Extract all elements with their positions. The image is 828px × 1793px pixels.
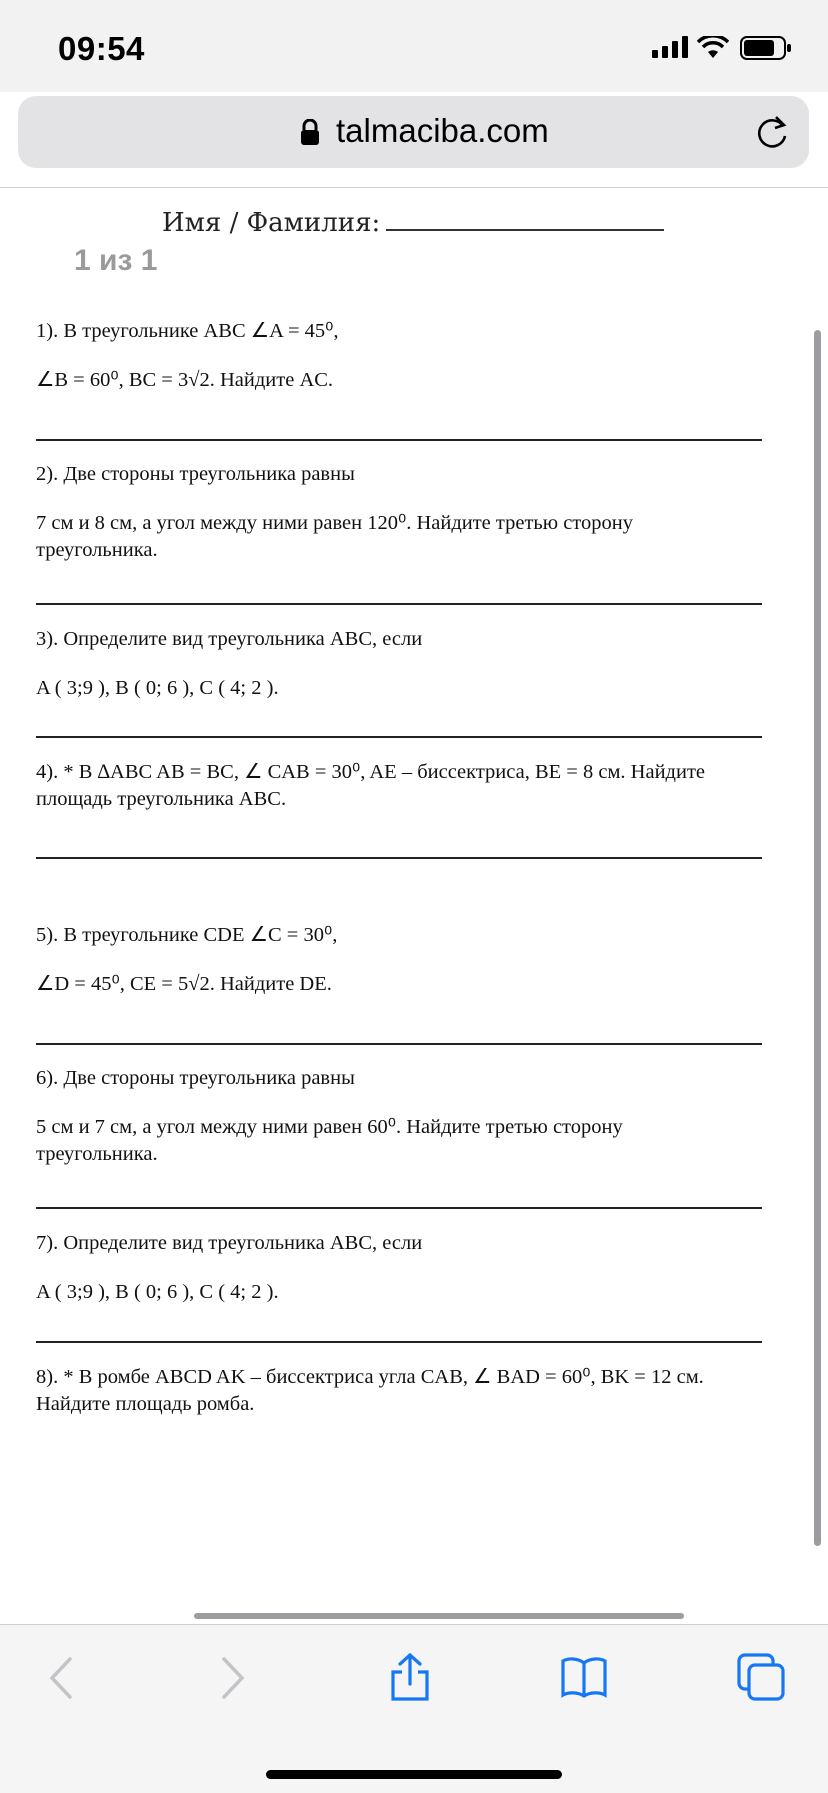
bottom-toolbar: [0, 1624, 828, 1793]
task-7-line1: 7). Определите вид треугольника ABC, если: [36, 1232, 423, 1254]
name-field: [162, 205, 664, 238]
cellular-signal-icon: [652, 36, 690, 58]
task-6: [36, 1065, 676, 1168]
page-counter: 1 из 1: [74, 244, 158, 277]
url-text[interactable]: talmaciba.com: [336, 112, 549, 149]
back-icon[interactable]: [48, 1656, 74, 1700]
task-3-line2: A ( 3;9 ), B ( 0; 6 ), C ( 4; 2 ).: [36, 677, 279, 699]
answer-line: [36, 1341, 762, 1343]
task-1: [36, 318, 776, 394]
forward-icon[interactable]: [220, 1656, 246, 1700]
name-label: Имя / Фамилия:: [162, 208, 381, 238]
task-6-line1: 6). Две стороны треугольника равны: [36, 1067, 355, 1089]
task-7: [36, 1230, 776, 1306]
battery-icon: [740, 36, 792, 60]
web-page[interactable]: [0, 188, 828, 1624]
answer-line: [36, 603, 762, 605]
task-5-line2: ∠D = 45⁰, CE = 5√2. Найдите DE.: [36, 973, 332, 995]
name-blank-line: [386, 205, 664, 231]
task-2-line1: 2). Две стороны треугольника равны: [36, 463, 355, 485]
answer-line: [36, 857, 762, 859]
task-6-line2: 5 см и 7 см, а угол между ними равен 60⁰. Найдите третью сторону треугольника.: [36, 1116, 623, 1165]
task-1-line1: 1). В треугольнике ABC ∠A = 45⁰,: [36, 320, 339, 342]
task-1-line2: ∠B = 60⁰, BC = 3√2. Найдите AC.: [36, 369, 334, 391]
status-bar: [0, 0, 828, 92]
reload-icon[interactable]: [756, 114, 790, 150]
task-2-line2: 7 см и 8 см, а угол между ними равен 120⁰. Найдите третью сторону треугольника.: [36, 512, 633, 561]
address-bar[interactable]: [18, 96, 809, 168]
clock: 09:54: [58, 30, 145, 67]
lock-icon: [300, 119, 320, 145]
answer-line: [36, 736, 762, 738]
task-5-line1: 5). В треугольнике CDE ∠C = 30⁰,: [36, 924, 338, 946]
tabs-icon[interactable]: [736, 1652, 786, 1702]
bookmarks-icon[interactable]: [560, 1655, 608, 1699]
task-8: [36, 1364, 766, 1418]
task-8-text: 8). * В ромбе ABCD AK – биссектриса угла CAB, ∠ BAD = 60⁰, BK = 12 см. Найдите площадь ромба.: [36, 1366, 704, 1415]
task-2: [36, 461, 676, 564]
share-icon[interactable]: [388, 1652, 432, 1702]
answer-line: [36, 1043, 762, 1045]
task-4-text: 4). * В ∆ABC AB = BC, ∠ CAB = 30⁰, AE – биссектриса, BE = 8 см. Найдите площадь треугольника ABC.: [36, 761, 706, 810]
task-5: [36, 922, 776, 998]
answer-line: [36, 439, 762, 441]
task-7-line2: A ( 3;9 ), B ( 0; 6 ), C ( 4; 2 ).: [36, 1281, 279, 1303]
wifi-icon: [697, 36, 729, 60]
answer-line: [36, 1207, 762, 1209]
vertical-scrollbar[interactable]: [814, 330, 821, 1546]
task-3: [36, 626, 776, 702]
task-3-line1: 3). Определите вид треугольника ABC, если: [36, 628, 423, 650]
horizontal-scrollbar[interactable]: [194, 1613, 684, 1619]
home-indicator: [266, 1770, 562, 1779]
task-4: [36, 759, 756, 813]
